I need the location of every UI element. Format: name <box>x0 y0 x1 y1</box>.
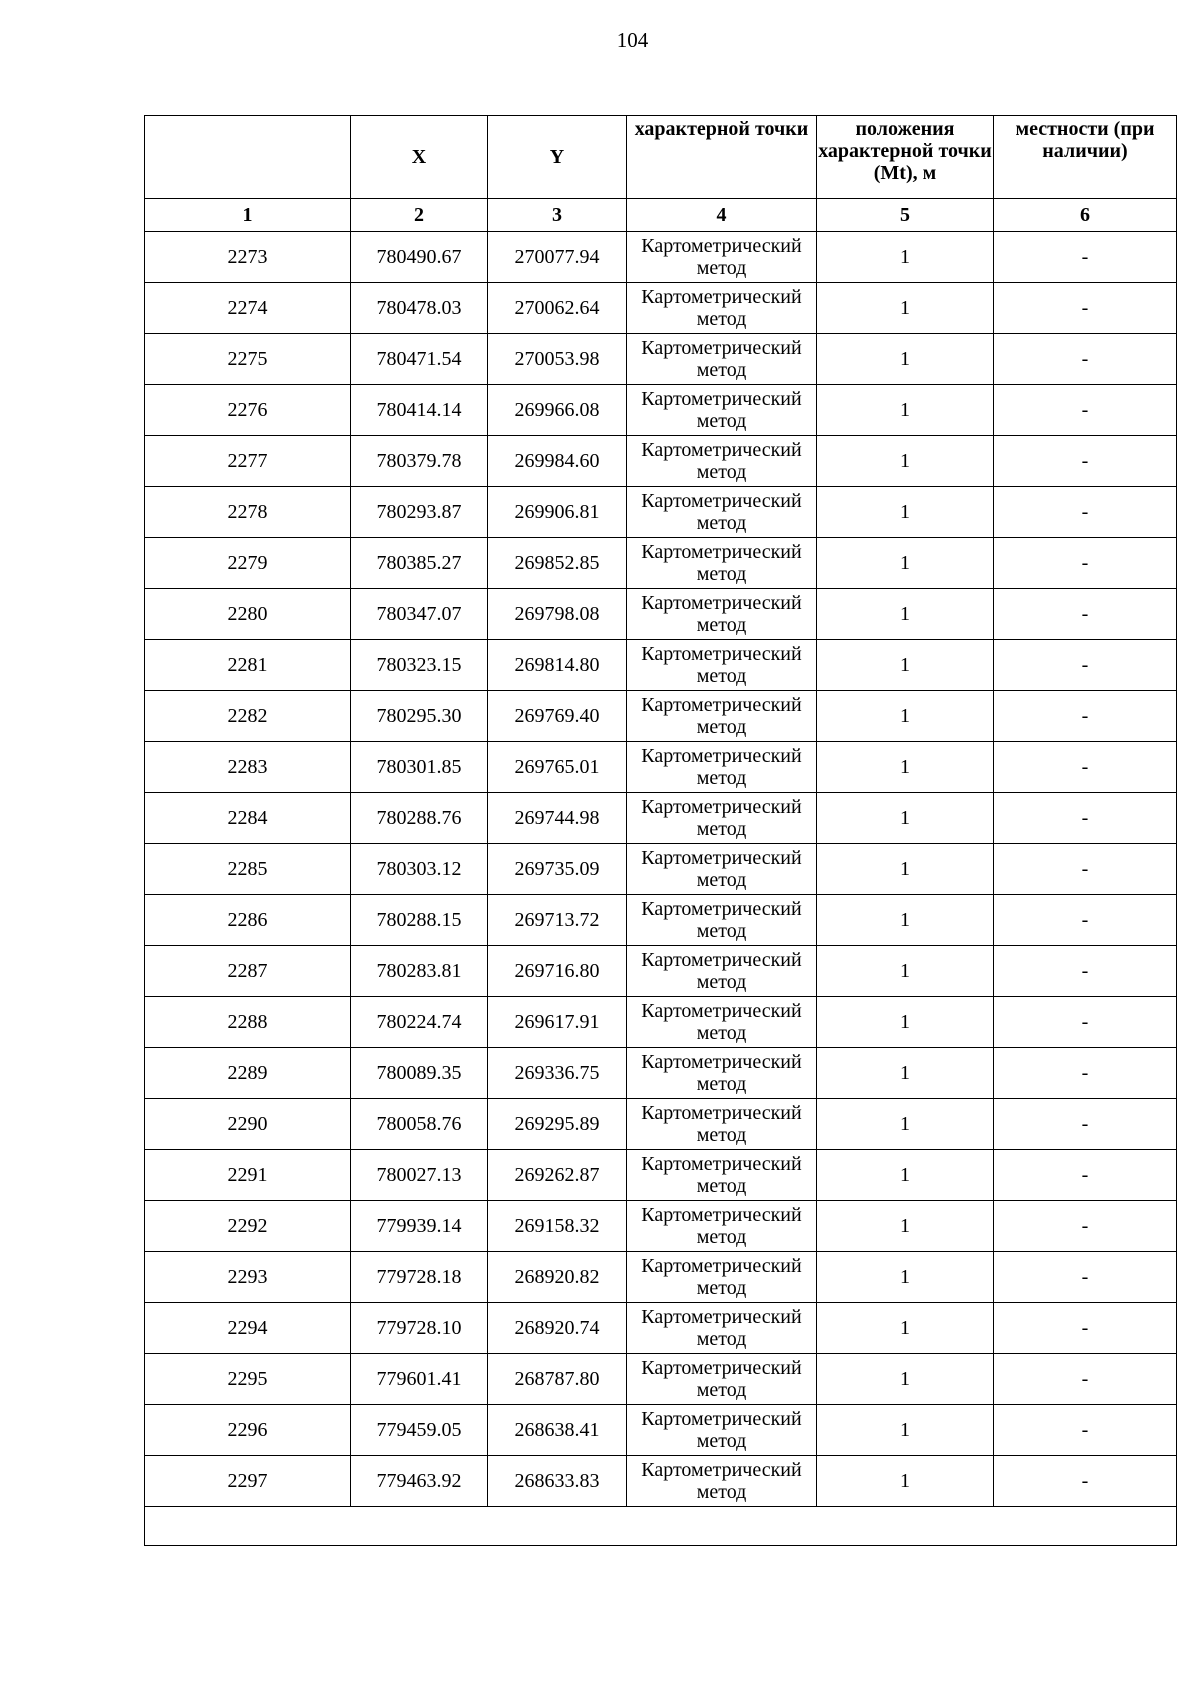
cell-accuracy: 1 <box>817 1303 994 1354</box>
table-row <box>145 997 1177 1048</box>
table-row <box>145 1201 1177 1252</box>
cell-y: 268920.74 <box>488 1303 627 1354</box>
cell-point-number: 2274 <box>145 283 351 334</box>
cell-point-number: 2297 <box>145 1456 351 1507</box>
cell-accuracy: 1 <box>817 1099 994 1150</box>
table-row <box>145 895 1177 946</box>
cell-y: 269262.87 <box>488 1150 627 1201</box>
cell-x: 780471.54 <box>351 334 488 385</box>
cell-x: 779601.41 <box>351 1354 488 1405</box>
cell-description: - <box>994 1099 1177 1150</box>
cell-x: 780478.03 <box>351 283 488 334</box>
cell-accuracy: 1 <box>817 1354 994 1405</box>
table-row <box>145 487 1177 538</box>
table-row <box>145 232 1177 283</box>
cell-description: - <box>994 1456 1177 1507</box>
cell-accuracy: 1 <box>817 385 994 436</box>
table-row <box>145 334 1177 385</box>
cell-description: - <box>994 997 1177 1048</box>
cell-x: 780293.87 <box>351 487 488 538</box>
cell-description: - <box>994 946 1177 997</box>
cell-accuracy: 1 <box>817 1252 994 1303</box>
header-method: характерной точки <box>627 116 817 199</box>
table-row <box>145 691 1177 742</box>
cell-method: Картометрический метод <box>627 232 817 283</box>
table-row <box>145 946 1177 997</box>
cell-method: Картометрический метод <box>627 436 817 487</box>
cell-accuracy: 1 <box>817 1405 994 1456</box>
header-y: Y <box>488 116 627 199</box>
cell-point-number: 2280 <box>145 589 351 640</box>
cell-description: - <box>994 1405 1177 1456</box>
cell-point-number: 2284 <box>145 793 351 844</box>
cell-y: 269716.80 <box>488 946 627 997</box>
cell-description: - <box>994 1252 1177 1303</box>
cell-accuracy: 1 <box>817 232 994 283</box>
cell-y: 269617.91 <box>488 997 627 1048</box>
table-row <box>145 793 1177 844</box>
cell-y: 269744.98 <box>488 793 627 844</box>
column-number: 3 <box>488 199 627 232</box>
cell-method: Картометрический метод <box>627 640 817 691</box>
header-point-number <box>145 116 351 199</box>
cell-description: - <box>994 232 1177 283</box>
cell-x: 780224.74 <box>351 997 488 1048</box>
cell-y: 269735.09 <box>488 844 627 895</box>
cell-y: 269814.80 <box>488 640 627 691</box>
cell-method: Картометрический метод <box>627 1456 817 1507</box>
cell-point-number: 2296 <box>145 1405 351 1456</box>
cell-accuracy: 1 <box>817 640 994 691</box>
header-x: X <box>351 116 488 199</box>
cell-y: 269769.40 <box>488 691 627 742</box>
cell-y: 270077.94 <box>488 232 627 283</box>
cell-method: Картометрический метод <box>627 844 817 895</box>
cell-point-number: 2282 <box>145 691 351 742</box>
cell-point-number: 2281 <box>145 640 351 691</box>
cell-method: Картометрический метод <box>627 895 817 946</box>
cell-y: 269713.72 <box>488 895 627 946</box>
cell-point-number: 2294 <box>145 1303 351 1354</box>
table-row <box>145 1354 1177 1405</box>
cell-description: - <box>994 589 1177 640</box>
table-row <box>145 1405 1177 1456</box>
cell-y: 269798.08 <box>488 589 627 640</box>
cell-x: 780303.12 <box>351 844 488 895</box>
cell-x: 780288.76 <box>351 793 488 844</box>
cell-point-number: 2278 <box>145 487 351 538</box>
cell-method: Картометрический метод <box>627 385 817 436</box>
table-row <box>145 1099 1177 1150</box>
table-row <box>145 844 1177 895</box>
cell-description: - <box>994 1048 1177 1099</box>
cell-description: - <box>994 895 1177 946</box>
cell-description: - <box>994 1150 1177 1201</box>
table-row <box>145 742 1177 793</box>
cell-accuracy: 1 <box>817 742 994 793</box>
cell-y: 270053.98 <box>488 334 627 385</box>
cell-x: 780283.81 <box>351 946 488 997</box>
table-row <box>145 283 1177 334</box>
table-row <box>145 1252 1177 1303</box>
cell-y: 269852.85 <box>488 538 627 589</box>
cell-accuracy: 1 <box>817 1048 994 1099</box>
empty-row <box>145 1507 1177 1546</box>
cell-x: 779728.18 <box>351 1252 488 1303</box>
table-row <box>145 589 1177 640</box>
cell-point-number: 2275 <box>145 334 351 385</box>
cell-x: 780385.27 <box>351 538 488 589</box>
cell-method: Картометрический метод <box>627 334 817 385</box>
cell-accuracy: 1 <box>817 283 994 334</box>
cell-y: 269336.75 <box>488 1048 627 1099</box>
cell-y: 268633.83 <box>488 1456 627 1507</box>
table-row <box>145 1456 1177 1507</box>
cell-point-number: 2295 <box>145 1354 351 1405</box>
cell-point-number: 2277 <box>145 436 351 487</box>
cell-description: - <box>994 793 1177 844</box>
table-body <box>145 232 1177 1546</box>
cell-point-number: 2279 <box>145 538 351 589</box>
cell-x: 779939.14 <box>351 1201 488 1252</box>
column-number: 2 <box>351 199 488 232</box>
cell-point-number: 2285 <box>145 844 351 895</box>
cell-x: 780288.15 <box>351 895 488 946</box>
page-number: 104 <box>616 28 649 52</box>
cell-accuracy: 1 <box>817 1150 994 1201</box>
cell-method: Картометрический метод <box>627 589 817 640</box>
table-row <box>145 385 1177 436</box>
cell-description: - <box>994 487 1177 538</box>
column-number: 6 <box>994 199 1177 232</box>
column-number: 4 <box>627 199 817 232</box>
cell-method: Картометрический метод <box>627 793 817 844</box>
cell-method: Картометрический метод <box>627 1048 817 1099</box>
cell-accuracy: 1 <box>817 1201 994 1252</box>
cell-y: 269984.60 <box>488 436 627 487</box>
cell-accuracy: 1 <box>817 1456 994 1507</box>
cell-y: 268920.82 <box>488 1252 627 1303</box>
empty-cell <box>145 1507 1177 1546</box>
cell-x: 780323.15 <box>351 640 488 691</box>
cell-method: Картометрический метод <box>627 1354 817 1405</box>
cell-method: Картометрический метод <box>627 742 817 793</box>
header-accuracy: положения характерной точки (Mt), м <box>817 116 994 199</box>
cell-x: 780027.13 <box>351 1150 488 1201</box>
cell-point-number: 2273 <box>145 232 351 283</box>
cell-description: - <box>994 691 1177 742</box>
cell-method: Картометрический метод <box>627 538 817 589</box>
cell-y: 268638.41 <box>488 1405 627 1456</box>
cell-y: 269295.89 <box>488 1099 627 1150</box>
cell-method: Картометрический метод <box>627 1150 817 1201</box>
cell-point-number: 2291 <box>145 1150 351 1201</box>
cell-accuracy: 1 <box>817 538 994 589</box>
cell-x: 780347.07 <box>351 589 488 640</box>
cell-point-number: 2276 <box>145 385 351 436</box>
table-row <box>145 1150 1177 1201</box>
cell-point-number: 2287 <box>145 946 351 997</box>
table-row <box>145 1303 1177 1354</box>
cell-accuracy: 1 <box>817 946 994 997</box>
cell-method: Картометрический метод <box>627 1201 817 1252</box>
table-row <box>145 640 1177 691</box>
table-header-row <box>145 116 1177 199</box>
cell-accuracy: 1 <box>817 487 994 538</box>
cell-description: - <box>994 640 1177 691</box>
column-number: 5 <box>817 199 994 232</box>
cell-point-number: 2293 <box>145 1252 351 1303</box>
table-row <box>145 436 1177 487</box>
cell-x: 780379.78 <box>351 436 488 487</box>
cell-method: Картометрический метод <box>627 946 817 997</box>
cell-description: - <box>994 538 1177 589</box>
cell-x: 780301.85 <box>351 742 488 793</box>
cell-x: 780089.35 <box>351 1048 488 1099</box>
cell-description: - <box>994 283 1177 334</box>
cell-x: 779463.92 <box>351 1456 488 1507</box>
cell-description: - <box>994 1354 1177 1405</box>
cell-method: Картометрический метод <box>627 1252 817 1303</box>
column-number: 1 <box>145 199 351 232</box>
cell-point-number: 2286 <box>145 895 351 946</box>
cell-description: - <box>994 844 1177 895</box>
cell-point-number: 2292 <box>145 1201 351 1252</box>
cell-method: Картометрический метод <box>627 1405 817 1456</box>
cell-accuracy: 1 <box>817 436 994 487</box>
cell-x: 779728.10 <box>351 1303 488 1354</box>
cell-description: - <box>994 1201 1177 1252</box>
table-row <box>145 538 1177 589</box>
cell-y: 270062.64 <box>488 283 627 334</box>
cell-accuracy: 1 <box>817 844 994 895</box>
header-description: местности (при наличии) <box>994 116 1177 199</box>
cell-x: 780414.14 <box>351 385 488 436</box>
cell-point-number: 2289 <box>145 1048 351 1099</box>
cell-y: 269158.32 <box>488 1201 627 1252</box>
cell-description: - <box>994 334 1177 385</box>
cell-accuracy: 1 <box>817 793 994 844</box>
coordinates-table <box>144 115 1177 1546</box>
cell-description: - <box>994 1303 1177 1354</box>
cell-description: - <box>994 436 1177 487</box>
column-number-row <box>145 199 1177 232</box>
cell-y: 269765.01 <box>488 742 627 793</box>
cell-y: 269966.08 <box>488 385 627 436</box>
cell-x: 779459.05 <box>351 1405 488 1456</box>
table-row <box>145 1048 1177 1099</box>
cell-y: 269906.81 <box>488 487 627 538</box>
cell-point-number: 2283 <box>145 742 351 793</box>
cell-x: 780058.76 <box>351 1099 488 1150</box>
cell-accuracy: 1 <box>817 589 994 640</box>
cell-description: - <box>994 742 1177 793</box>
cell-x: 780295.30 <box>351 691 488 742</box>
cell-accuracy: 1 <box>817 997 994 1048</box>
cell-point-number: 2288 <box>145 997 351 1048</box>
cell-method: Картометрический метод <box>627 283 817 334</box>
cell-method: Картометрический метод <box>627 1099 817 1150</box>
cell-x: 780490.67 <box>351 232 488 283</box>
cell-method: Картометрический метод <box>627 487 817 538</box>
cell-y: 268787.80 <box>488 1354 627 1405</box>
cell-accuracy: 1 <box>817 334 994 385</box>
cell-accuracy: 1 <box>817 895 994 946</box>
cell-method: Картометрический метод <box>627 691 817 742</box>
cell-accuracy: 1 <box>817 691 994 742</box>
cell-method: Картометрический метод <box>627 1303 817 1354</box>
cell-point-number: 2290 <box>145 1099 351 1150</box>
cell-description: - <box>994 385 1177 436</box>
cell-method: Картометрический метод <box>627 997 817 1048</box>
